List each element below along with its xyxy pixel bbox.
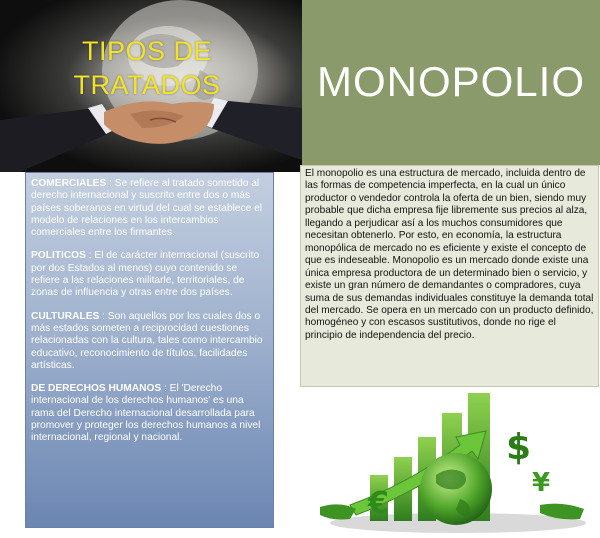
- monopolio-definition: El monopolio es una estructura de mercado, incluida dentro de las formas de competencia imperfecta, en la cual un único productor o vendedor controla la oferta de un bien, siendo muy probable que dicha empresa fije libremente sus precios al alza, llegando a perjudicar así a los muchos consumidores que necesitan obtenerlo. Por esto, en economía, la estructura monopólica de mercado no es eficiente y existe el concepto de que es indeseable. Monopolio es un mercado donde existe una única empresa productora de un determinado bien o servicio, y existe un gran número de demandantes o compradores, cuya suma de sus demandas individuales constituye la demanda total del mercado. Se opera en un mercado con un producto definido, homogéneo y con escasos sustitutivos, donde no rige el principio de independencia del precio.: [305, 168, 594, 341]
- tipo-description: : Se refiere al tratado sometido al derecho internacional y suscrito entre dos o más países soberanos en virtud del cual se establece el modelo de relaciones en los intercambios comerciales entre los firmantes.: [31, 178, 263, 239]
- tipo-term: CULTURALES: [31, 310, 100, 322]
- monopolio-definition-box: [300, 165, 599, 387]
- svg-text:€: €: [368, 486, 389, 521]
- monopolio-title: MONOPOLIO: [316, 58, 586, 105]
- tipos-de-tratados-title: [62, 34, 232, 102]
- title-line-1: TIPOS DE: [81, 36, 213, 66]
- tipo-comerciales: [31, 178, 268, 239]
- title-line-2: TRATADOS: [73, 70, 221, 100]
- tipo-description: : El de carácter internacional (suscrito por dos Estados al menos) cuyo contenido se refiere a las relaciones militarle, territoriales, de zonas de influencia y otras entre dos países.: [31, 250, 260, 299]
- tipo-term: DE DERECHOS HUMANOS: [31, 383, 162, 395]
- svg-text:¥: ¥: [532, 468, 551, 498]
- tipo-derechos-humanos: [31, 383, 268, 444]
- tipo-description: : Son aquellos por los cuales dos o más estados someten a reciprocidad cuestiones relacionadas con la cultura, tales como intercambio educativo, reconocimiento de títulos, facilidades artísticas.: [31, 310, 263, 371]
- svg-text:$: $: [506, 427, 532, 468]
- tipo-politicos: [31, 250, 268, 299]
- tipo-term: COMERCIALES: [31, 178, 107, 189]
- tipo-description: : El 'Derecho internacional de los derechos humanos' es una rama del Derecho internacional desarrollada para promover y proteger los derechos humanos a nivel internacional, regional y nacional.: [31, 383, 261, 444]
- green-globe-currency-chart: [310, 387, 600, 533]
- tipo-term: POLITICOS: [31, 250, 86, 262]
- tipo-culturales: [31, 311, 268, 372]
- monopolio-title-block: [302, 0, 600, 165]
- tipos-panel: [25, 172, 274, 528]
